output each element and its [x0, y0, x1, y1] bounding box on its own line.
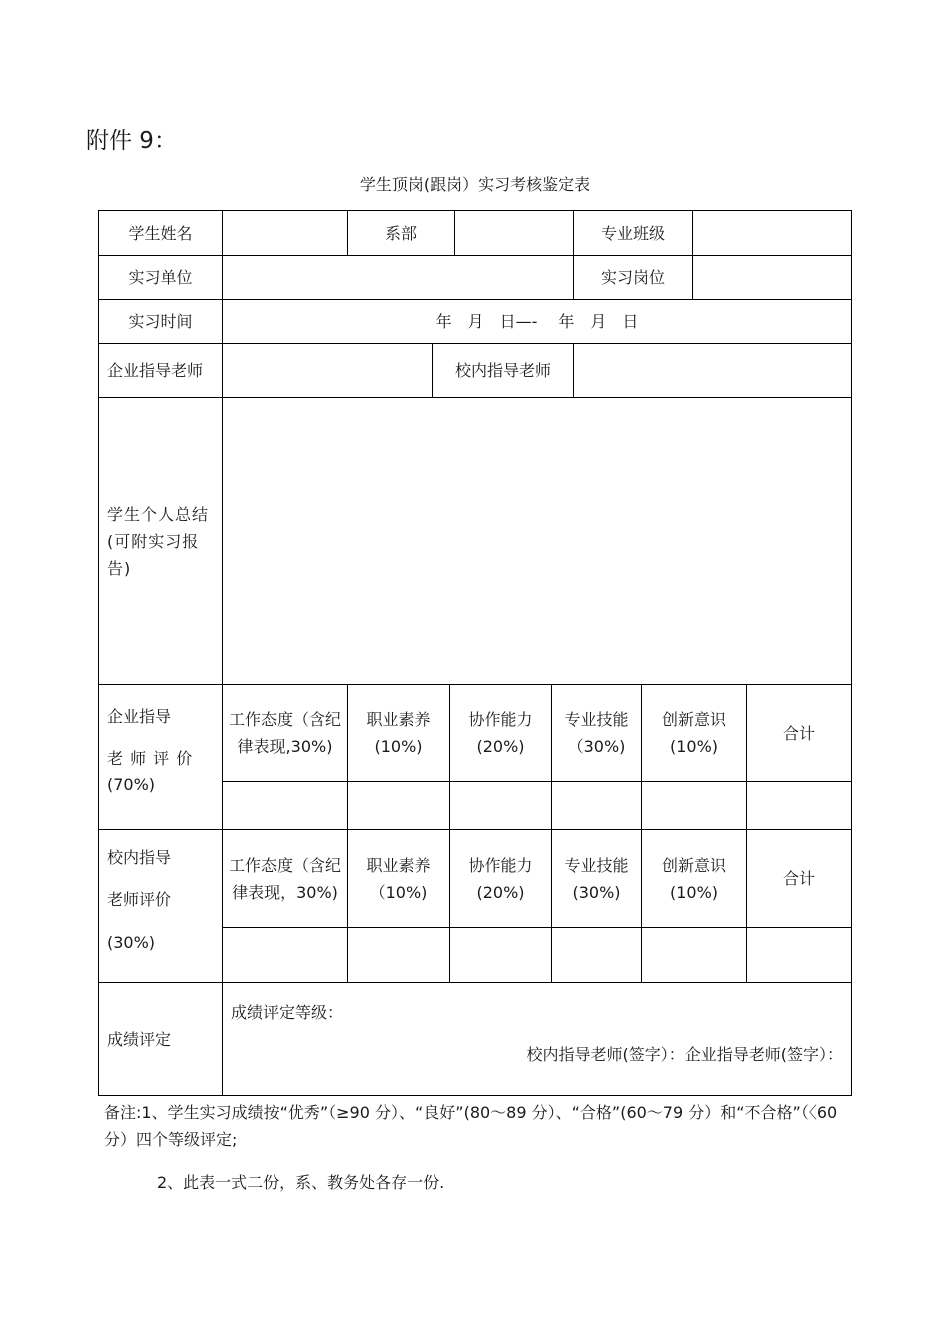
company-teacher-label: 企业指导老师 — [98, 343, 223, 398]
department-label: 系部 — [347, 210, 455, 256]
company-score-cooperation[interactable] — [449, 781, 552, 830]
grade-level-label: 成绩评定等级： — [231, 1003, 344, 1022]
internship-unit-label: 实习单位 — [98, 255, 223, 300]
company-criterion-professionalism: 职业素养(10%) — [347, 684, 450, 782]
internship-post-label: 实习岗位 — [573, 255, 693, 300]
school-teacher-field[interactable] — [573, 343, 852, 398]
company-score-skill[interactable] — [551, 781, 642, 830]
school-score-total[interactable] — [746, 927, 852, 983]
school-score-skill[interactable] — [551, 927, 642, 983]
company-criterion-skill: 专业技能（30%) — [551, 684, 642, 782]
signature-line: 校内指导老师(签字）：企业指导老师(签字）： — [526, 1045, 843, 1064]
school-eval-line-1: 校内指导 — [107, 848, 172, 867]
internship-date-range[interactable]: 年 月 日—- 年 月 日 — [222, 299, 852, 344]
summary-field[interactable] — [222, 397, 852, 685]
department-field[interactable] — [454, 210, 574, 256]
company-eval-line-1: 企业指导 — [107, 707, 172, 726]
company-eval-label — [98, 684, 223, 830]
company-score-total[interactable] — [746, 781, 852, 830]
summary-label: 学生个人总结(可附实习报告) — [98, 397, 223, 685]
school-score-cooperation[interactable] — [449, 927, 552, 983]
school-criterion-attitude: 工作态度（含纪律表现，30%) — [222, 829, 348, 928]
grade-label: 成绩评定 — [98, 982, 223, 1096]
student-name-field[interactable] — [222, 210, 348, 256]
school-teacher-label: 校内指导老师 — [432, 343, 574, 398]
school-criterion-total: 合计 — [746, 829, 852, 928]
company-eval-line-3: (70%) — [107, 775, 156, 794]
school-score-innovation[interactable] — [641, 927, 747, 983]
school-score-attitude[interactable] — [222, 927, 348, 983]
attachment-label: 附件 9： — [86, 128, 177, 154]
company-score-professionalism[interactable] — [347, 781, 450, 830]
school-criterion-innovation: 创新意识(10%) — [641, 829, 747, 928]
note-1: 备注:1、学生实习成绩按“优秀”（≥90 分）、“良好”(80～89 分）、“合格”(60～79 分）和“不合格”（〈60 分）四个等级评定; — [104, 1103, 838, 1149]
company-eval-line-2: 老 师 评 价 — [107, 749, 194, 768]
school-criterion-skill: 专业技能(30%) — [551, 829, 642, 928]
school-eval-line-3: (30%) — [107, 933, 156, 952]
internship-time-label: 实习时间 — [98, 299, 223, 344]
company-criterion-innovation: 创新意识(10%) — [641, 684, 747, 782]
note-2: 2、此表一式二份，系、教务处各存一份. — [157, 1173, 445, 1192]
company-criterion-attitude: 工作态度（含纪律表现,30%) — [222, 684, 348, 782]
internship-unit-field[interactable] — [222, 255, 574, 300]
company-score-attitude[interactable] — [222, 781, 348, 830]
school-score-professionalism[interactable] — [347, 927, 450, 983]
major-class-label: 专业班级 — [573, 210, 693, 256]
company-criterion-cooperation: 协作能力(20%) — [449, 684, 552, 782]
company-criterion-total: 合计 — [746, 684, 852, 782]
company-teacher-field[interactable] — [222, 343, 433, 398]
form-title: 学生顶岗(跟岗）实习考核鉴定表 — [359, 175, 591, 194]
grade-field[interactable] — [222, 982, 852, 1096]
school-criterion-professionalism: 职业素养（10%) — [347, 829, 450, 928]
major-class-field[interactable] — [692, 210, 852, 256]
internship-post-field[interactable] — [692, 255, 852, 300]
school-eval-label — [98, 829, 223, 983]
school-criterion-cooperation: 协作能力(20%) — [449, 829, 552, 928]
student-name-label: 学生姓名 — [98, 210, 223, 256]
company-score-innovation[interactable] — [641, 781, 747, 830]
school-eval-line-2: 老师评价 — [107, 890, 172, 909]
